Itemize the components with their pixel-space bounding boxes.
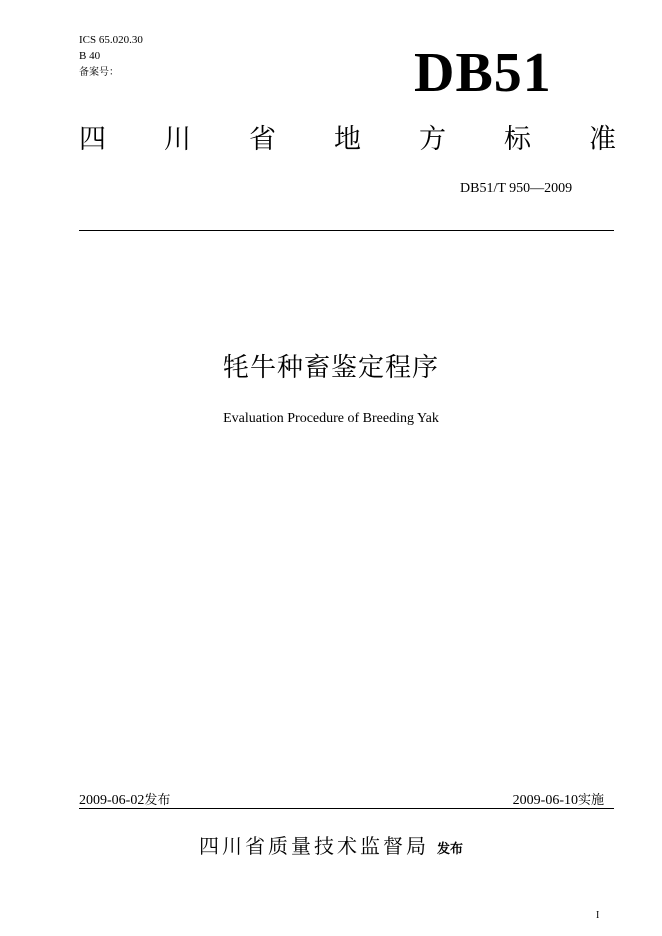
issue-label: 发布 — [144, 793, 171, 808]
ics-code: ICS 65.020.30 — [79, 34, 143, 46]
implement-label: 实施 — [577, 793, 604, 808]
filing-number-label: 备案号： — [79, 67, 119, 78]
implement-date: 2009-06-10 — [512, 793, 578, 808]
ccs-code: B 40 — [79, 50, 101, 62]
header-divider — [79, 230, 614, 231]
db-code: DB51 — [414, 42, 552, 104]
issuer-block — [0, 830, 662, 859]
standard-type-char: 方 — [419, 124, 446, 155]
issuer-suffix: 发布 — [436, 842, 463, 857]
issue-date: 2009-06-02 — [79, 793, 145, 808]
standard-type-char: 准 — [589, 124, 616, 155]
standard-type-title — [79, 122, 616, 158]
implement-date-block — [513, 789, 604, 809]
standard-type-char: 地 — [334, 124, 361, 155]
issuer-name: 四川省质量技术监督局 — [198, 834, 429, 858]
document-title-english: Evaluation Procedure of Breeding Yak — [223, 411, 439, 426]
footer-divider — [79, 808, 614, 809]
standard-type-char: 川 — [164, 124, 191, 155]
document-title-chinese: 牦牛种畜鉴定程序 — [222, 353, 439, 383]
page-number: I — [596, 910, 600, 921]
standard-number: DB51/T 950—2009 — [460, 181, 573, 196]
standard-type-char: 标 — [504, 124, 531, 155]
issue-date-block — [79, 789, 170, 809]
standard-type-char: 省 — [249, 124, 276, 155]
standard-type-char: 四 — [79, 124, 106, 155]
